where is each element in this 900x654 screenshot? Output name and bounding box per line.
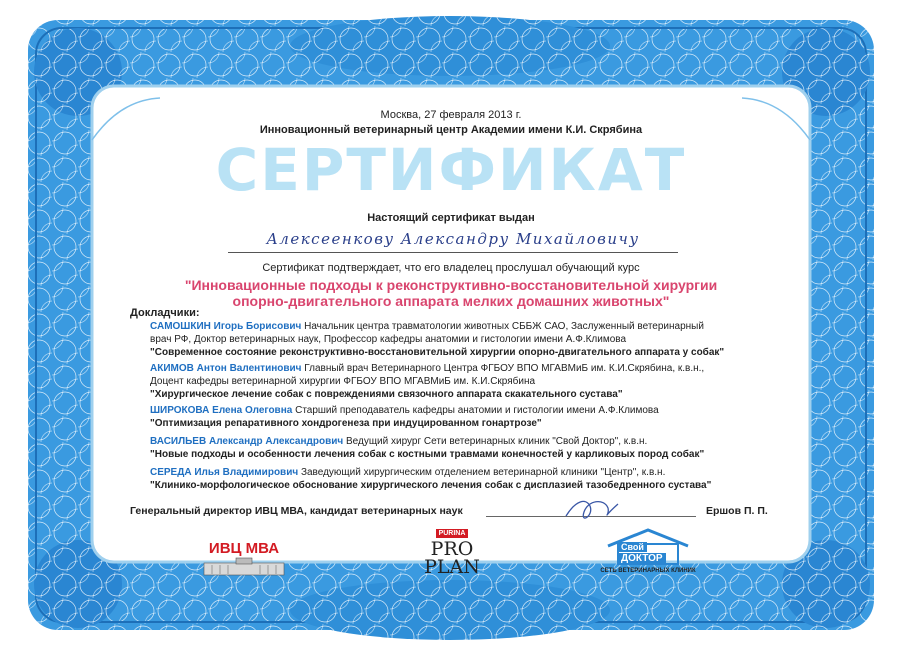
speaker-description: Начальник центра травматологии животных СББЖ САО, Заслуженный ветеринарный [304, 321, 704, 332]
proplan-line1: PRO [430, 538, 474, 560]
signatory-position: Генеральный директор ИВЦ МВА, кандидат ветеринарных наук [130, 505, 463, 517]
speaker-entry [150, 320, 780, 359]
certificate-title: СЕРТИФИКАТ [215, 136, 687, 204]
speaker-description: Ведущий хирург Сети ветеринарных клиник "Свой Доктор", к.в.н. [345, 436, 648, 447]
recipient-line [228, 228, 678, 253]
signature-mark [560, 494, 630, 528]
svoy-label: Свой [618, 542, 647, 552]
confirm-text: Сертификат подтверждает, что его владелец прослушал обучающий курс [262, 262, 640, 274]
ivc-mva-logo [198, 540, 290, 582]
course-title-line1: "Инновационные подходы к реконструктивно-восстановительной хирургии [184, 277, 718, 293]
speaker-name: ВАСИЛЬЕВ Александр Александрович [150, 436, 344, 447]
issued-to-label: Настоящий сертификат выдан [367, 212, 535, 224]
ivc-mva-logo-text: ИВЦ МВА [208, 540, 280, 557]
recipient-name: Алексеенкову Александру Михайловичу [266, 230, 640, 248]
speaker-topic: "Новые подходы и особенности лечения собак с костными травмами конечностей у карликовых пород собак" [150, 449, 705, 460]
speakers-label: Докладчики: [130, 307, 200, 319]
date-line: Москва, 27 февраля 2013 г. [380, 109, 522, 121]
speaker-name: АКИМОВ Антон Валентинович [150, 363, 302, 374]
speaker-entry [150, 404, 780, 430]
proplan-line2: PLAN [424, 556, 480, 578]
organization-line: Инновационный ветеринарный центр Академии имени К.И. Скрябина [259, 124, 643, 136]
speaker-entry [150, 362, 780, 401]
speaker-description: Заведующий хирургическим отделением ветеринарной клиники "Центр", к.в.н. [300, 467, 666, 478]
speaker-topic: "Оптимизация репаративного хондрогенеза при индуцированном гонартрозе" [150, 418, 542, 429]
speaker-description: Старший преподаватель кафедры анатомии и гистологии имени А.Ф.Климова [295, 405, 659, 416]
speaker-name: ШИРОКОВА Елена Олеговна [150, 405, 293, 416]
svoy-doktor-tagline: СЕТЬ ВЕТЕРИНАРНЫХ КЛИНИК [600, 568, 696, 574]
speaker-description: врач РФ, Доктор ветеринарных наук, Профессор кафедры анатомии и гистологии имени А.Ф.Климова [150, 334, 627, 345]
course-title-line2: опорно-двигательного аппарата мелких домашних животных" [232, 293, 670, 309]
speaker-entry [150, 435, 780, 461]
proplan-logo [404, 522, 500, 578]
speaker-topic: "Хирургическое лечение собак с повреждениями связочного аппарата скакательного сустава" [150, 389, 623, 400]
speaker-topic: "Клинико-морфологическое обоснование хирургического лечения собак с дисплазией тазобедренного сустава" [150, 480, 712, 491]
speaker-entry [150, 466, 780, 492]
speaker-name: САМОШКИН Игорь Борисович [150, 321, 302, 332]
speaker-description: Главный врач Ветеринарного Центра ФГБОУ ВПО МГАВМиБ им. К.И.Скрябина, к.в.н., [304, 363, 705, 374]
svoy-doktor-logo [596, 528, 700, 578]
doktor-label: ДОКТОР [618, 553, 666, 564]
speaker-description: Доцент кафедры ветеринарной хирургии ФГБОУ ВПО МГАВМиБ им. К.И.Скрябина [150, 376, 536, 387]
signatory-name: Ершов П. П. [706, 505, 768, 517]
speaker-topic: "Современное состояние реконструктивно-восстановительной хирургии опорно-двигательного аппарата у собак" [150, 347, 725, 358]
purina-badge: PURINA [436, 529, 469, 538]
building-icon [198, 557, 290, 577]
speaker-name: СЕРЕДА Илья Владимирович [150, 467, 299, 478]
